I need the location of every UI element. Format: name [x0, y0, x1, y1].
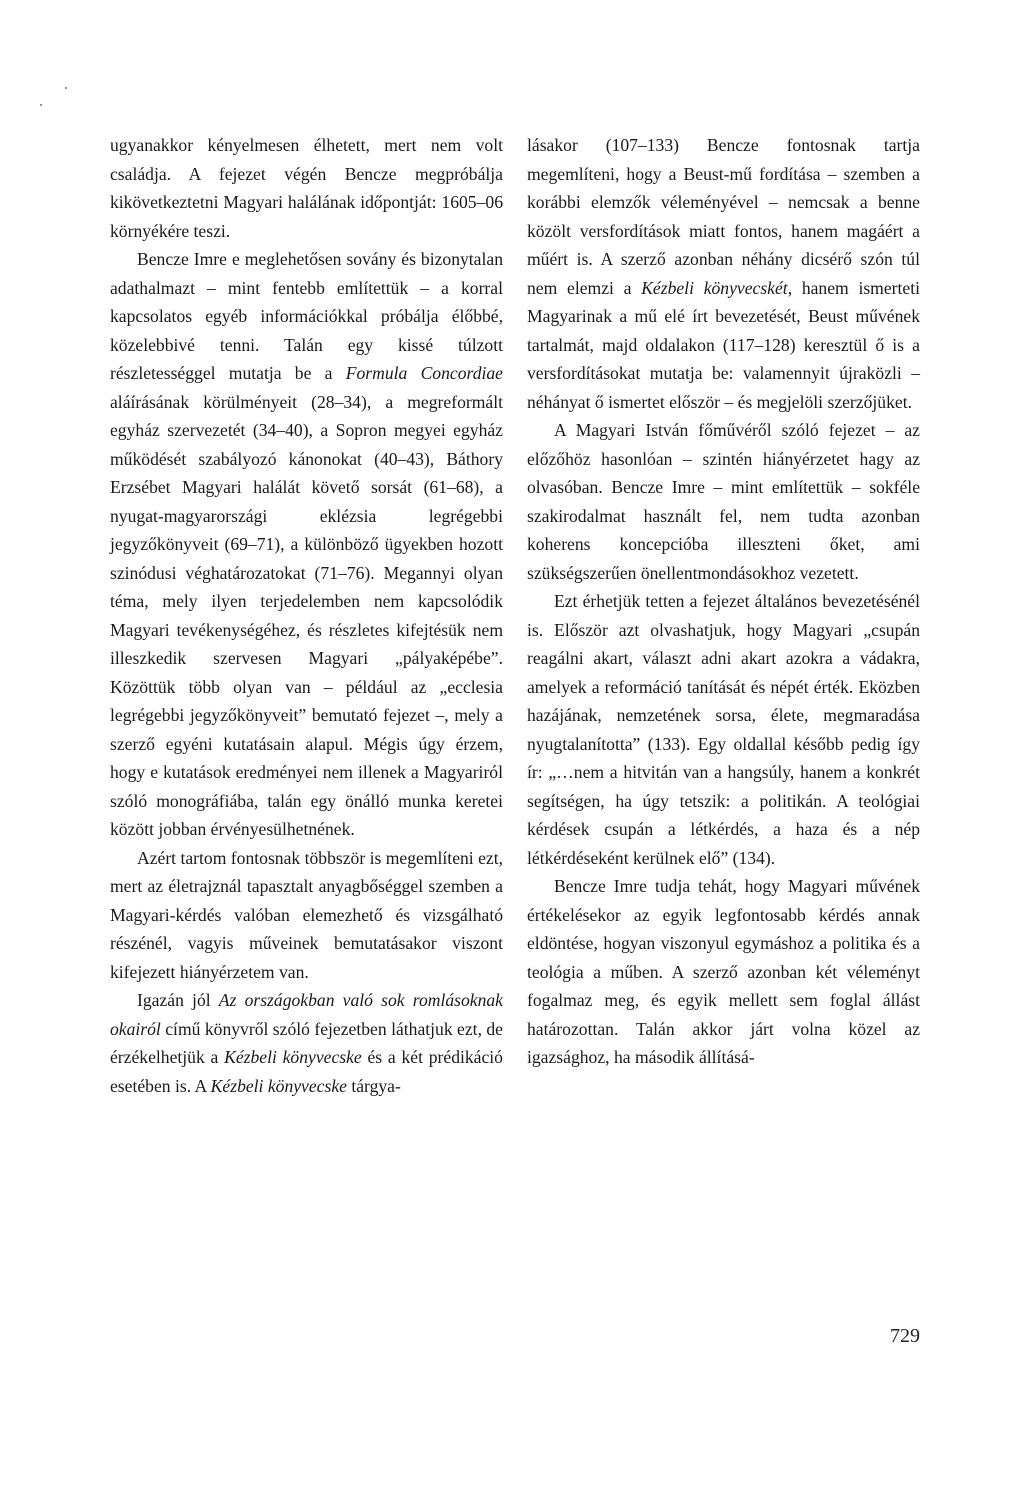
text-run: lásakor (107–133) Bencze fontosnak tartja megemlíteni, hogy a Beust-mű fordítása – szemben a korábbi elemzők véleményével – nemcsak a benne közölt versfordítások miatt fontos, hanem magáért a műért is. A szerző azonban néhány dicsérő szón túl nem elemzi a	[527, 135, 920, 298]
left-text-column	[110, 131, 503, 1100]
paragraph	[110, 131, 503, 245]
text-run: Azért tartom fontosnak többször is megemlíteni ezt, mert az életrajznál tapasztalt anyagbőséggel szemben a Magyari-kérdés valóban elemezhető és vizsgálható részénél, vagyis műveinek bemutatásakor viszont kifejezett hiányérzetem van.	[110, 847, 503, 982]
italic-title: Kézbeli könyvecske	[224, 1047, 362, 1067]
scan-speck	[40, 104, 42, 106]
paragraph	[527, 416, 920, 587]
text-run: Igazán jól	[137, 990, 219, 1010]
paragraph	[527, 131, 920, 416]
paragraph	[110, 986, 503, 1100]
italic-title: Kézbeli könyvecskét	[641, 277, 788, 298]
text-run: aláírásának körülményeit (28–34), a megreformált egyház szervezetét (34–40), a Sopron megyei egyház működését szabályozó kánonokat (40–43), Báthory Erzsébet Magyari halálát követő sorsát (61–68), a nyugat-magyarországi eklézsia legrégebbi jegyzőkönyveit (69–71), a különböző ügyekben hozott szinódusi véghatározatokat (71–76). Megannyi olyan téma, mely ilyen terjedelemben nem kapcsolódik Magyari tevékenységéhez, és részletes kifejtésük nem illeszkedik szervesen Magyari „pályaképébe”. Közöttük több olyan van – például az „ecclesia legrégebbi jegyzőkönyveit” bemutató fejezet –, mely a szerző egyéni kutatásain alapul. Mégis úgy érzem, hogy e kutatások eredményei nem illenek a Magyariról szóló monográfiába, talán egy önálló munka keretei között jobban érvényesülhetnének.	[110, 391, 503, 839]
scan-speck	[65, 87, 67, 89]
text-run: című könyvről szóló fejezetben láthatjuk ezt, de érzékelhetjük a	[110, 1018, 503, 1067]
italic-title: Formula Concordiae	[345, 363, 503, 383]
text-run: és a két prédikáció esetében is. A	[110, 1047, 503, 1096]
text-run: ugyanakkor kényelmesen élhetett, mert nem volt családja. A fejezet végén Bencze megpróbálja kikövetkeztetni Magyari halálának időpontját: 1605–06 környékére teszi.	[110, 135, 503, 241]
paragraph	[110, 245, 503, 844]
italic-title: Kézbeli könyvecske	[210, 1075, 347, 1096]
page-number: 729	[890, 1325, 920, 1347]
text-run: Bencze Imre e meglehetősen sovány és bizonytalan adathalmazt – mint fentebb említettük – a korral kapcsolatos egyéb információkkal próbálja élőbbé, közelebbivé tenni. Talán egy kissé túlzott részletességgel mutatja be a	[110, 249, 503, 383]
italic-title: Az országokban való sok romlásoknak okairól	[110, 990, 503, 1039]
text-run: Ezt érhetjük tetten a fejezet általános bevezetésénél is. Először azt olvashatjuk, hogy Magyari „csupán reagálni akart, választ adni akart azokra a vádakra, amelyek a reformáció tanítását és népét érték. Eközben hazájának, nemzetének sorsa, élete, megmaradása nyugtalanította” (133). Egy oldallal később pedig így ír: „…nem a hitvitán van a hangsúly, hanem a konkrét segítségen, ha úgy tetszik: a politikán. A teológiai kérdések csupán a létkérdés, a haza és a nép létkérdéseként kerülnek elő” (134).	[527, 591, 920, 868]
text-run: tárgya-	[346, 1075, 401, 1096]
paragraph	[527, 587, 920, 872]
right-text-column	[527, 131, 920, 1072]
paragraph	[527, 872, 920, 1072]
text-run: , hanem ismerteti Magyarinak a mű elé írt bevezetését, Beust művének tartalmát, majd oldalakon (117–128) keresztül ő is a versfordításokat mutatja be: valamennyit újraközli – néhányat ő ismertet először – és megjelöli szerzőjüket.	[527, 277, 921, 412]
paragraph	[110, 844, 503, 987]
text-run: Bencze Imre tudja tehát, hogy Magyari művének értékelésekor az egyik legfontosabb kérdés annak eldöntése, hogyan viszonyul egymáshoz a politika és a teológia a műben. A szerző azonban két véleményt fogalmaz meg, és egyik mellett sem foglal állást határozottan. Talán akkor járt volna közel az igazsághoz, ha második állításá-	[527, 876, 920, 1067]
text-run: A Magyari István főművéről szóló fejezet – az előzőhöz hasonlóan – szintén hiányérzetet hagy az olvasóban. Bencze Imre – mint említettük – sokféle szakirodalmat használt fel, nem tudta azonban koherens koncepcióba illeszteni őket, ami szükségszerűen önellentmondásokhoz vezetett.	[527, 420, 920, 583]
